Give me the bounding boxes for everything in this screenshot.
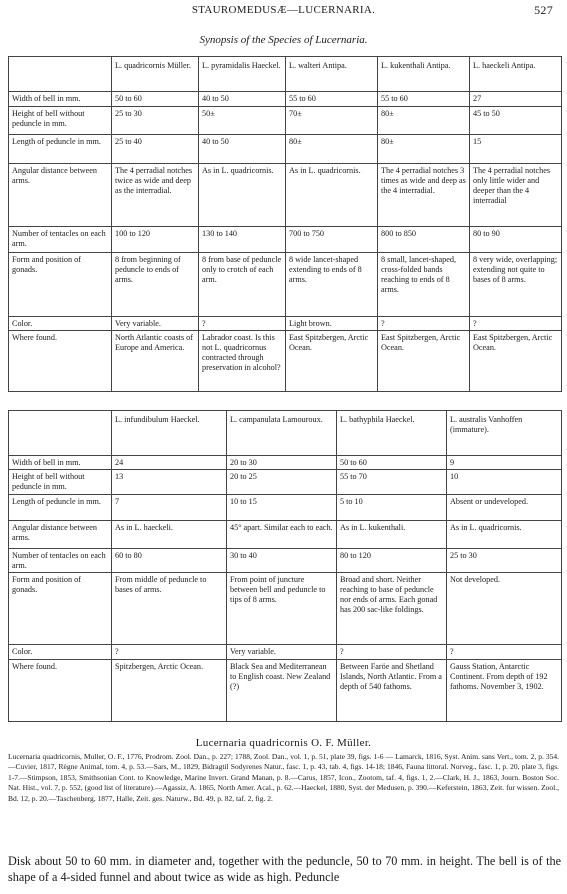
body-paragraph: Disk about 50 to 60 mm. in diameter and, together with the peduncle, 50 to 70 mm. in height. The bell is of the shape of a 4-sided funnel and about twice as wide as high. Peduncle <box>8 854 561 884</box>
table-cell: As in L. quadricornis. <box>447 521 562 549</box>
table-cell: As in L. quadricornis. <box>199 164 286 227</box>
table-cell: Light brown. <box>286 317 378 331</box>
table-row <box>9 331 562 392</box>
table-row <box>9 549 562 573</box>
table-cell: Black Sea and Mediterranean to English coast. New Zealand (?) <box>227 660 337 722</box>
row-label: Color. <box>9 317 112 331</box>
table-cell: 5 to 10 <box>337 495 447 521</box>
table-cell: 50 to 60 <box>112 92 199 107</box>
table-cell: 55 to 70 <box>337 470 447 495</box>
table-cell: ? <box>199 317 286 331</box>
table-cell: 80± <box>378 107 470 135</box>
table-cell: 27 <box>470 92 562 107</box>
table-cell: 13 <box>112 470 227 495</box>
table-cell: The 4 perradial notches twice as wide and deep as the interradial. <box>112 164 199 227</box>
table-cell: 80± <box>378 135 470 164</box>
table-cell: 25 to 30 <box>112 107 199 135</box>
table-cell: From point of juncture between bell and peduncle to tips of 8 arms. <box>227 573 337 645</box>
table-cell: 60 to 80 <box>112 549 227 573</box>
table-row <box>9 107 562 135</box>
table-row <box>9 317 562 331</box>
row-label: Height of bell without peduncle in mm. <box>9 107 112 135</box>
table-cell: 50± <box>199 107 286 135</box>
table-cell: As in L. haeckeli. <box>112 521 227 549</box>
table-cell: 25 to 30 <box>447 549 562 573</box>
row-label: Form and position of gonads. <box>9 253 112 317</box>
table-cell: 40 to 50 <box>199 135 286 164</box>
table-cell: 80± <box>286 135 378 164</box>
table-row <box>9 135 562 164</box>
table-row <box>9 470 562 495</box>
table-header-row <box>9 411 562 456</box>
table-cell: 8 from base of peduncle only to crotch of each arm. <box>199 253 286 317</box>
row-label: Where found. <box>9 331 112 392</box>
header-cell: L. haeckeli Antipa. <box>470 57 562 92</box>
table-cell: Spitzbergen, Arctic Ocean. <box>112 660 227 722</box>
table-cell: Not developed. <box>447 573 562 645</box>
table-cell: 45° apart. Similar each to each. <box>227 521 337 549</box>
table-cell: 9 <box>447 456 562 470</box>
table-cell: ? <box>112 645 227 660</box>
header-cell: L. australis Vanhoffen (immature). <box>447 411 562 456</box>
table-cell: Absent or undeveloped. <box>447 495 562 521</box>
table-cell: Labrador coast. Is this not L. quadricornus contracted through preservation in alcohol? <box>199 331 286 392</box>
table-cell: ? <box>447 645 562 660</box>
species-heading: Lucernaria quadricornis O. F. Müller. <box>195 737 372 749</box>
table-cell: The 4 perradial notches only little wider and deeper than the 4 interradial <box>470 164 562 227</box>
table-cell: 8 wide lancet-shaped extending to ends of 8 arms. <box>286 253 378 317</box>
table-cell: 800 to 850 <box>378 227 470 253</box>
table-cell: 50 to 60 <box>337 456 447 470</box>
table-cell: 55 to 60 <box>378 92 470 107</box>
table-cell: From middle of peduncle to bases of arms. <box>112 573 227 645</box>
table-cell: As in L. quadricornis. <box>286 164 378 227</box>
row-label: Color. <box>9 645 112 660</box>
table-cell: 700 to 750 <box>286 227 378 253</box>
header-cell: L. infundibulum Haeckel. <box>112 411 227 456</box>
row-label: Height of bell without peduncle in mm. <box>9 470 112 495</box>
running-header <box>0 4 567 20</box>
row-label: Angular distance between arms. <box>9 521 112 549</box>
table-row <box>9 227 562 253</box>
header-cell <box>9 57 112 92</box>
table-row <box>9 573 562 645</box>
row-label: Form and position of gonads. <box>9 573 112 645</box>
table-header-row <box>9 57 562 92</box>
header-cell: L. kukenthali Antipa. <box>378 57 470 92</box>
row-label: Where found. <box>9 660 112 722</box>
table-cell: 8 small, lancet-shaped, cross-folded bands reaching to ends of 8 arms. <box>378 253 470 317</box>
synopsis-table-2 <box>8 410 562 722</box>
table-cell: Very variable. <box>112 317 199 331</box>
table-row <box>9 253 562 317</box>
page-number: 527 <box>534 3 553 17</box>
table-cell: 45 to 50 <box>470 107 562 135</box>
table-cell: ? <box>337 645 447 660</box>
row-label: Width of bell in mm. <box>9 92 112 107</box>
table-cell: 70± <box>286 107 378 135</box>
table-cell: ? <box>470 317 562 331</box>
table-cell: Gauss Station, Antarctic Continent. From depth of 192 fathoms. November 3, 1902. <box>447 660 562 722</box>
table-cell: 8 very wide, overlapping; extending not quite to bases of 8 arms. <box>470 253 562 317</box>
table-row <box>9 92 562 107</box>
table-cell: 80 to 90 <box>470 227 562 253</box>
row-label: Width of bell in mm. <box>9 456 112 470</box>
table-cell: 130 to 140 <box>199 227 286 253</box>
table-cell: 20 to 25 <box>227 470 337 495</box>
table-cell: 25 to 40 <box>112 135 199 164</box>
table-cell: 24 <box>112 456 227 470</box>
table-row <box>9 164 562 227</box>
table-cell: As in L. kukenthali. <box>337 521 447 549</box>
table-cell: 55 to 60 <box>286 92 378 107</box>
table-cell: The 4 perradial notches 3 times as wide and deep as the 4 interradial. <box>378 164 470 227</box>
table-cell: North Atlantic coasts of Europe and America. <box>112 331 199 392</box>
synopsis-table-1 <box>8 56 562 392</box>
table-row <box>9 456 562 470</box>
table-cell: Very variable. <box>227 645 337 660</box>
table-cell: 30 to 40 <box>227 549 337 573</box>
bibliography: Lucernaria quadricornis, Muller, O. F., 1776, Prodrom. Zool. Dan., p. 227; 1788, Zool. Dan., vol. 1, p. 51, plate 39, figs. 1-6 — Lamarck, 1816, Syst. Anim. sans Vert., tom. 2, p. 354.—Cuvier, 1817, Règne Animal, tom. 4, p. 53.—Sars, M., 1829, Bidragtil Sodyrenes Natur., fasc. 1, p. 43, tab. 4, figs. 14-18; 1846, Fauna littoral. Norveg., fasc. 1, p. 20, plate 3, figs. 1-7.—Stimpson, 1853, Smithsonian Cont. to Knowledge, Marine Invert. Grand Manan, p. 8.—Carus, 1857, Icon., Zootom, taf. 4, figs. 1, 2.—Clark, H. J., 1863, Journ. Boston Soc. Nat. Hist., vol. 7, p. 552, (good list of literature).—Agassiz, A. 1865, North Amer. Acal., p. 62.—Haeckel, 1880, Syst. der Medusen, p. 390.—Keferstein, 1863, Zeit. fur wissen. Zool., Bd. 12, p. 20.—Taschenberg, 1877, Halle, Zeit. ges. Naturw., Bd. 49, p. 82, taf. 2, fig. 2. <box>8 752 559 803</box>
row-label: Number of tentacles on each arm. <box>9 227 112 253</box>
table-cell: Broad and short. Neither reaching to base of peduncle nor ends of arms. Each gonad has 200 sac-like foldings. <box>337 573 447 645</box>
row-label: Number of tentacles on each arm. <box>9 549 112 573</box>
table-cell: ? <box>378 317 470 331</box>
table-cell: Between Faröe and Shetland Islands, North Atlantic. From a depth of 540 fathoms. <box>337 660 447 722</box>
table-cell: 40 to 50 <box>199 92 286 107</box>
table-row <box>9 521 562 549</box>
table-cell: East Spitzbergen, Arctic Ocean. <box>470 331 562 392</box>
table-cell: 7 <box>112 495 227 521</box>
table-row <box>9 660 562 722</box>
header-cell: L. pyramidalis Haeckel. <box>199 57 286 92</box>
synopsis-title: Synopsis of the Species of Lucernaria. <box>199 34 368 46</box>
table-cell: 10 to 15 <box>227 495 337 521</box>
table-cell: 15 <box>470 135 562 164</box>
header-cell: L. walteri Antipa. <box>286 57 378 92</box>
table-cell: 20 to 30 <box>227 456 337 470</box>
row-label: Length of peduncle in mm. <box>9 495 112 521</box>
table-row <box>9 645 562 660</box>
header-cell: L. campanulata Lamouroux. <box>227 411 337 456</box>
table-cell: 10 <box>447 470 562 495</box>
table-row <box>9 495 562 521</box>
table-cell: 8 from beginning of peduncle to ends of arms. <box>112 253 199 317</box>
running-title: STAUROMEDUSÆ—LUCERNARIA. <box>191 4 376 16</box>
header-cell: L. bathyphila Haeckel. <box>337 411 447 456</box>
header-cell: L. quadricornis Müller. <box>112 57 199 92</box>
table-cell: 100 to 120 <box>112 227 199 253</box>
header-cell <box>9 411 112 456</box>
table-cell: East Spitzbergen, Arctic Ocean. <box>378 331 470 392</box>
table-cell: East Spitzbergen, Arctic Ocean. <box>286 331 378 392</box>
table-cell: 80 to 120 <box>337 549 447 573</box>
row-label: Angular distance between arms. <box>9 164 112 227</box>
row-label: Length of peduncle in mm. <box>9 135 112 164</box>
